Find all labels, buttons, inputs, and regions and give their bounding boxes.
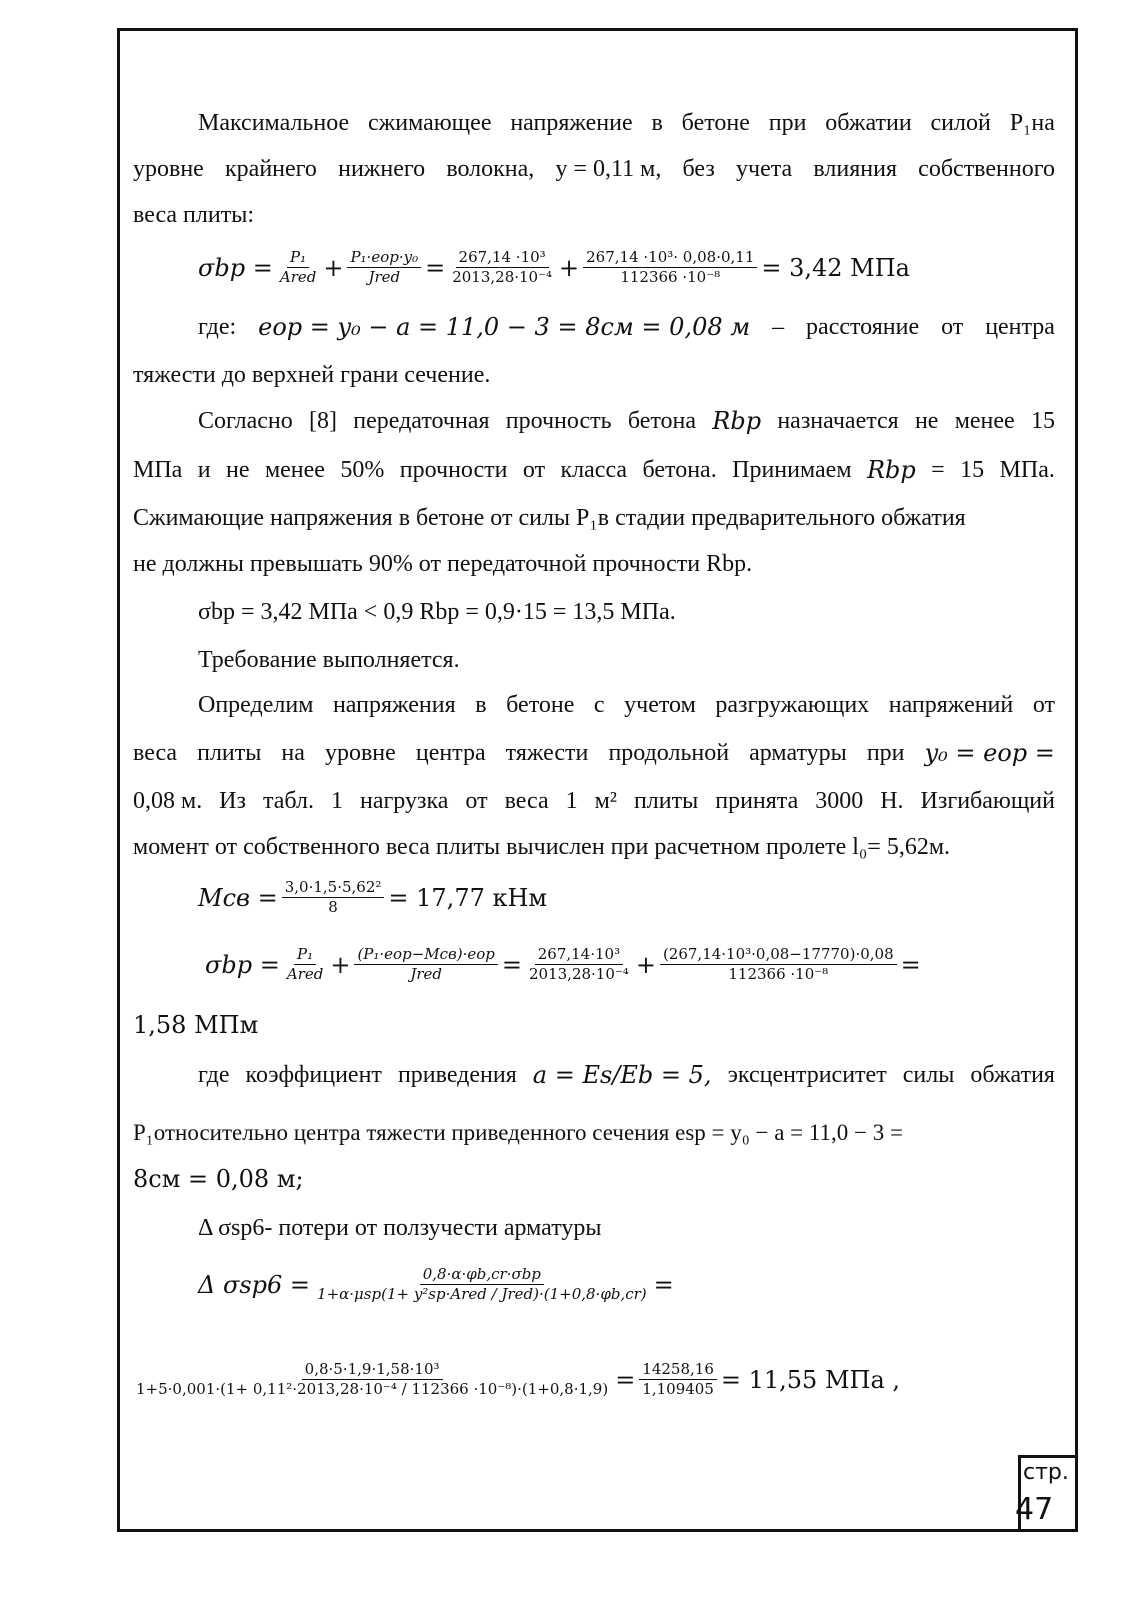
check-line: σbp = 3,42 МПа < 0,9 Rbp = 0,9·15 = 13,5 МПа. — [198, 599, 676, 625]
word: в — [475, 692, 487, 718]
para4-line3 — [133, 786, 1055, 816]
word: МПа — [133, 457, 183, 483]
word: не — [226, 457, 250, 483]
word: коэффициент — [245, 1062, 382, 1088]
para3-line2 — [133, 455, 1055, 485]
word: влияния — [813, 156, 897, 182]
formula-result: = — [900, 950, 921, 979]
word: 50% — [340, 457, 385, 483]
word: при — [866, 740, 905, 766]
word: бетоне — [506, 692, 575, 718]
fraction: $\frac{\text{267,14·10³}}{\text{2013,28·10⁻⁴}}$ — [529, 945, 629, 983]
word: веса — [504, 788, 549, 814]
para4-line1 — [198, 690, 1055, 720]
fraction: $\frac{\text{0,8·5·1,9·1,58·10³}}{\text{1+5·0,001·(1+ 0,11²·2013,28·10⁻⁴ / 112366 ·10⁻⁸)·(1+0,8·1,9)}}$ — [136, 1360, 609, 1398]
fraction: $\frac{\text{P₁}}{\text{Ared}}$ — [286, 945, 324, 983]
para4-line2 — [133, 738, 1055, 768]
word: плиты — [197, 740, 262, 766]
formula-creep-numeric: $\frac{\text{0,8·5·1,9·1,58·10³}}{\text{1+5·0,001·(1+ 0,11²·2013,28·10⁻⁴ / 112366 ·10⁻⁸)·(1+0,8·1,9)}}$ = $\frac{14258,16}{1,109405}$ = 11,55 МПа , — [133, 1360, 900, 1399]
inline-formula: Rbp — [866, 456, 916, 484]
formula-lhs: σbp = — [198, 253, 273, 282]
word: прочность — [505, 408, 612, 434]
word: где — [198, 1062, 230, 1088]
word: P₁на — [1009, 110, 1055, 136]
word: обжатии — [825, 110, 912, 136]
word: обжатия — [970, 1062, 1055, 1088]
word: табл. — [262, 788, 314, 814]
formula-result: = — [653, 1270, 674, 1299]
page-number-box — [1015, 1455, 1078, 1532]
inline-formula: y₀ = eop = — [924, 739, 1055, 767]
word: арматуры — [749, 740, 847, 766]
word: собственного — [918, 156, 1055, 182]
word: передаточная — [353, 408, 490, 434]
para1-line2 — [133, 154, 1055, 184]
para3-line3: Сжимающие напряжения в бетоне от силы P₁в стадии предварительного обжатия — [133, 505, 966, 531]
formula-creep-loss — [198, 1265, 674, 1304]
para1-line3: веса плиты: — [133, 202, 254, 228]
word: напряжений — [888, 692, 1014, 718]
word: от — [522, 457, 546, 483]
word: нижнего — [338, 156, 426, 182]
page-label: стр. — [1023, 1460, 1069, 1485]
word: Н. — [880, 788, 904, 814]
word: силы — [902, 1062, 955, 1088]
word: в — [651, 110, 663, 136]
word: эксцентриситет — [727, 1062, 887, 1088]
para2-line2: тяжести до верхней грани сечение. — [133, 362, 491, 388]
fraction: $\frac{\text{P₁}}{\text{Ared}}$ — [279, 248, 317, 286]
word: без — [682, 156, 715, 182]
word: продольной — [608, 740, 730, 766]
word: напряжения — [332, 692, 456, 718]
word: Из — [219, 788, 246, 814]
word: 15 — [960, 457, 985, 483]
word: на — [281, 740, 305, 766]
word: 3000 — [815, 788, 864, 814]
word: Согласно — [198, 408, 293, 434]
word: прочности — [399, 457, 508, 483]
para3-line4: не должны превышать 90% от передаточной прочности Rbp. — [133, 551, 753, 577]
word: 15 — [1030, 408, 1055, 434]
para2-line1 — [198, 312, 1055, 342]
word: с — [593, 692, 605, 718]
formula-lhs: σbp = — [205, 950, 280, 979]
para3-line1 — [198, 406, 1055, 436]
para1-line1 — [198, 108, 1055, 138]
para5-line1 — [198, 1060, 1055, 1090]
formula-sigma-bp: σbp = $\frac{\text{P₁}}{\text{Ared}}$ + $\frac{\text{P₁·eop·y₀}}{\text{Jred}}$ = $\frac{\text{267,14 ·10³}}{\text{2013,28·10⁻⁴}}$ + $\frac{\text{267,14 ·10³· 0,08·0,11}}{\text{112366 ·10⁻⁸}}$ = 3,42 МПа — [198, 248, 910, 286]
page-number: 47 — [1015, 1492, 1054, 1527]
word: центра — [415, 740, 486, 766]
word: менее — [264, 457, 325, 483]
formula-lhs: Mсв = — [198, 883, 278, 912]
inline-formula: eop = y₀ − a = 11,0 − 3 = 8см = 0,08 м — [258, 313, 751, 341]
word: – — [772, 314, 785, 340]
word: разгружающих — [715, 692, 870, 718]
fraction: $\frac{\text{P₁·eop·y₀}}{\text{Jred}}$ — [347, 248, 421, 287]
word: сжимающее — [368, 110, 492, 136]
fraction: $\frac{\text{267,14 ·10³· 0,08·0,11}}{\text{112366 ·10⁻⁸}}$ — [583, 248, 757, 287]
word: 1 — [565, 788, 578, 814]
fraction: $\frac{\text{3,0·1,5·5,62²}}{8}$ — [282, 878, 385, 917]
word: назначается — [777, 408, 899, 434]
formula-result-line: 1,58 МПм — [133, 1011, 259, 1039]
word: где: — [198, 314, 237, 340]
fraction: $\frac{\text{(267,14·10³·0,08−17770)·0,08}}{\text{112366 ·10⁻⁸}}$ — [660, 945, 897, 984]
fraction: $\frac{\text{0,8·α·φb,cr·σbp}}{\text{1+α·μsp(1+ y²sp·Ared / Jred)·(1+0,8·φb,cr)}}$ — [317, 1265, 647, 1303]
word: Определим — [198, 692, 314, 718]
fraction: $\frac{\text{(P₁·eop−Mсв)·eop}}{\text{Jred}}$ — [354, 945, 497, 984]
word: бетона — [627, 408, 697, 434]
word: y = 0,11 м, — [555, 156, 662, 182]
word: напряжение — [510, 110, 633, 136]
word: силой — [930, 110, 991, 136]
fraction: $\frac{14258,16}{1,109405}$ — [639, 1360, 717, 1399]
creep-loss-caption: Δ σsp6- потери от ползучести арматуры — [198, 1215, 602, 1241]
word: учетом — [624, 692, 696, 718]
formula-lhs: Δ σsp6 = — [198, 1270, 311, 1299]
word: бетоне — [681, 110, 750, 136]
word: от — [465, 788, 488, 814]
word: от — [1032, 692, 1055, 718]
word: уровне — [133, 156, 204, 182]
word: центра — [985, 314, 1055, 340]
word: менее — [954, 408, 1015, 434]
word: от — [941, 314, 964, 340]
word: класса — [560, 457, 628, 483]
formula-result: = 11,55 МПа , — [720, 1365, 901, 1394]
para4-line4: момент от собственного веса плиты вычислен при расчетном пролете l₀= 5,62м. — [133, 834, 951, 860]
word: веса — [133, 740, 178, 766]
word: при — [768, 110, 807, 136]
word: и — [197, 457, 211, 483]
word: крайнего — [225, 156, 317, 182]
word: приведения — [397, 1062, 517, 1088]
formula-sigma-bp-2: σbp = $\frac{\text{P₁}}{\text{Ared}}$ + $\frac{\text{(P₁·eop−Mсв)·eop}}{\text{Jred}}$ = $\frac{\text{267,14·10³}}{\text{2013,28·10⁻⁴}}$ + $\frac{\text{(267,14·10³·0,08−17770)·0,08}}{\text{112366 ·10⁻⁸}}$ = — [205, 945, 921, 983]
word: расстояние — [806, 314, 920, 340]
para5-line3: 8см = 0,08 м; — [133, 1165, 304, 1193]
word: волокна, — [446, 156, 535, 182]
requirement-met: Требование выполняется. — [198, 647, 460, 673]
word: 0,08 м. — [133, 788, 203, 814]
formula-moment — [198, 878, 547, 917]
word: МПа. — [999, 457, 1055, 483]
inline-formula: a = Es/Eb = 5, — [532, 1061, 712, 1089]
inline-formula: Rbp — [712, 407, 762, 435]
word: не — [914, 408, 939, 434]
word: м² — [594, 788, 617, 814]
para5-line2: P₁относительно центра тяжести приведенного сечения esp = y₀ − a = 11,0 − 3 = — [133, 1120, 903, 1145]
word: уровне — [324, 740, 396, 766]
word: нагрузка — [359, 788, 449, 814]
word: учета — [736, 156, 793, 182]
formula-result: = 17,77 кНм — [388, 883, 548, 912]
fraction: $\frac{\text{267,14 ·10³}}{\text{2013,28·10⁻⁴}}$ — [452, 248, 553, 286]
word: = — [931, 457, 945, 483]
word: принята — [715, 788, 799, 814]
word: Принимаем — [732, 457, 852, 483]
word: тяжести — [505, 740, 589, 766]
word: 1 — [330, 788, 343, 814]
word: Изгибающий — [920, 788, 1055, 814]
formula-result: = 3,42 МПа — [761, 253, 910, 282]
word: [8] — [309, 408, 337, 434]
word: Максимальное — [198, 110, 350, 136]
word: плиты — [633, 788, 699, 814]
word: бетона. — [642, 457, 717, 483]
